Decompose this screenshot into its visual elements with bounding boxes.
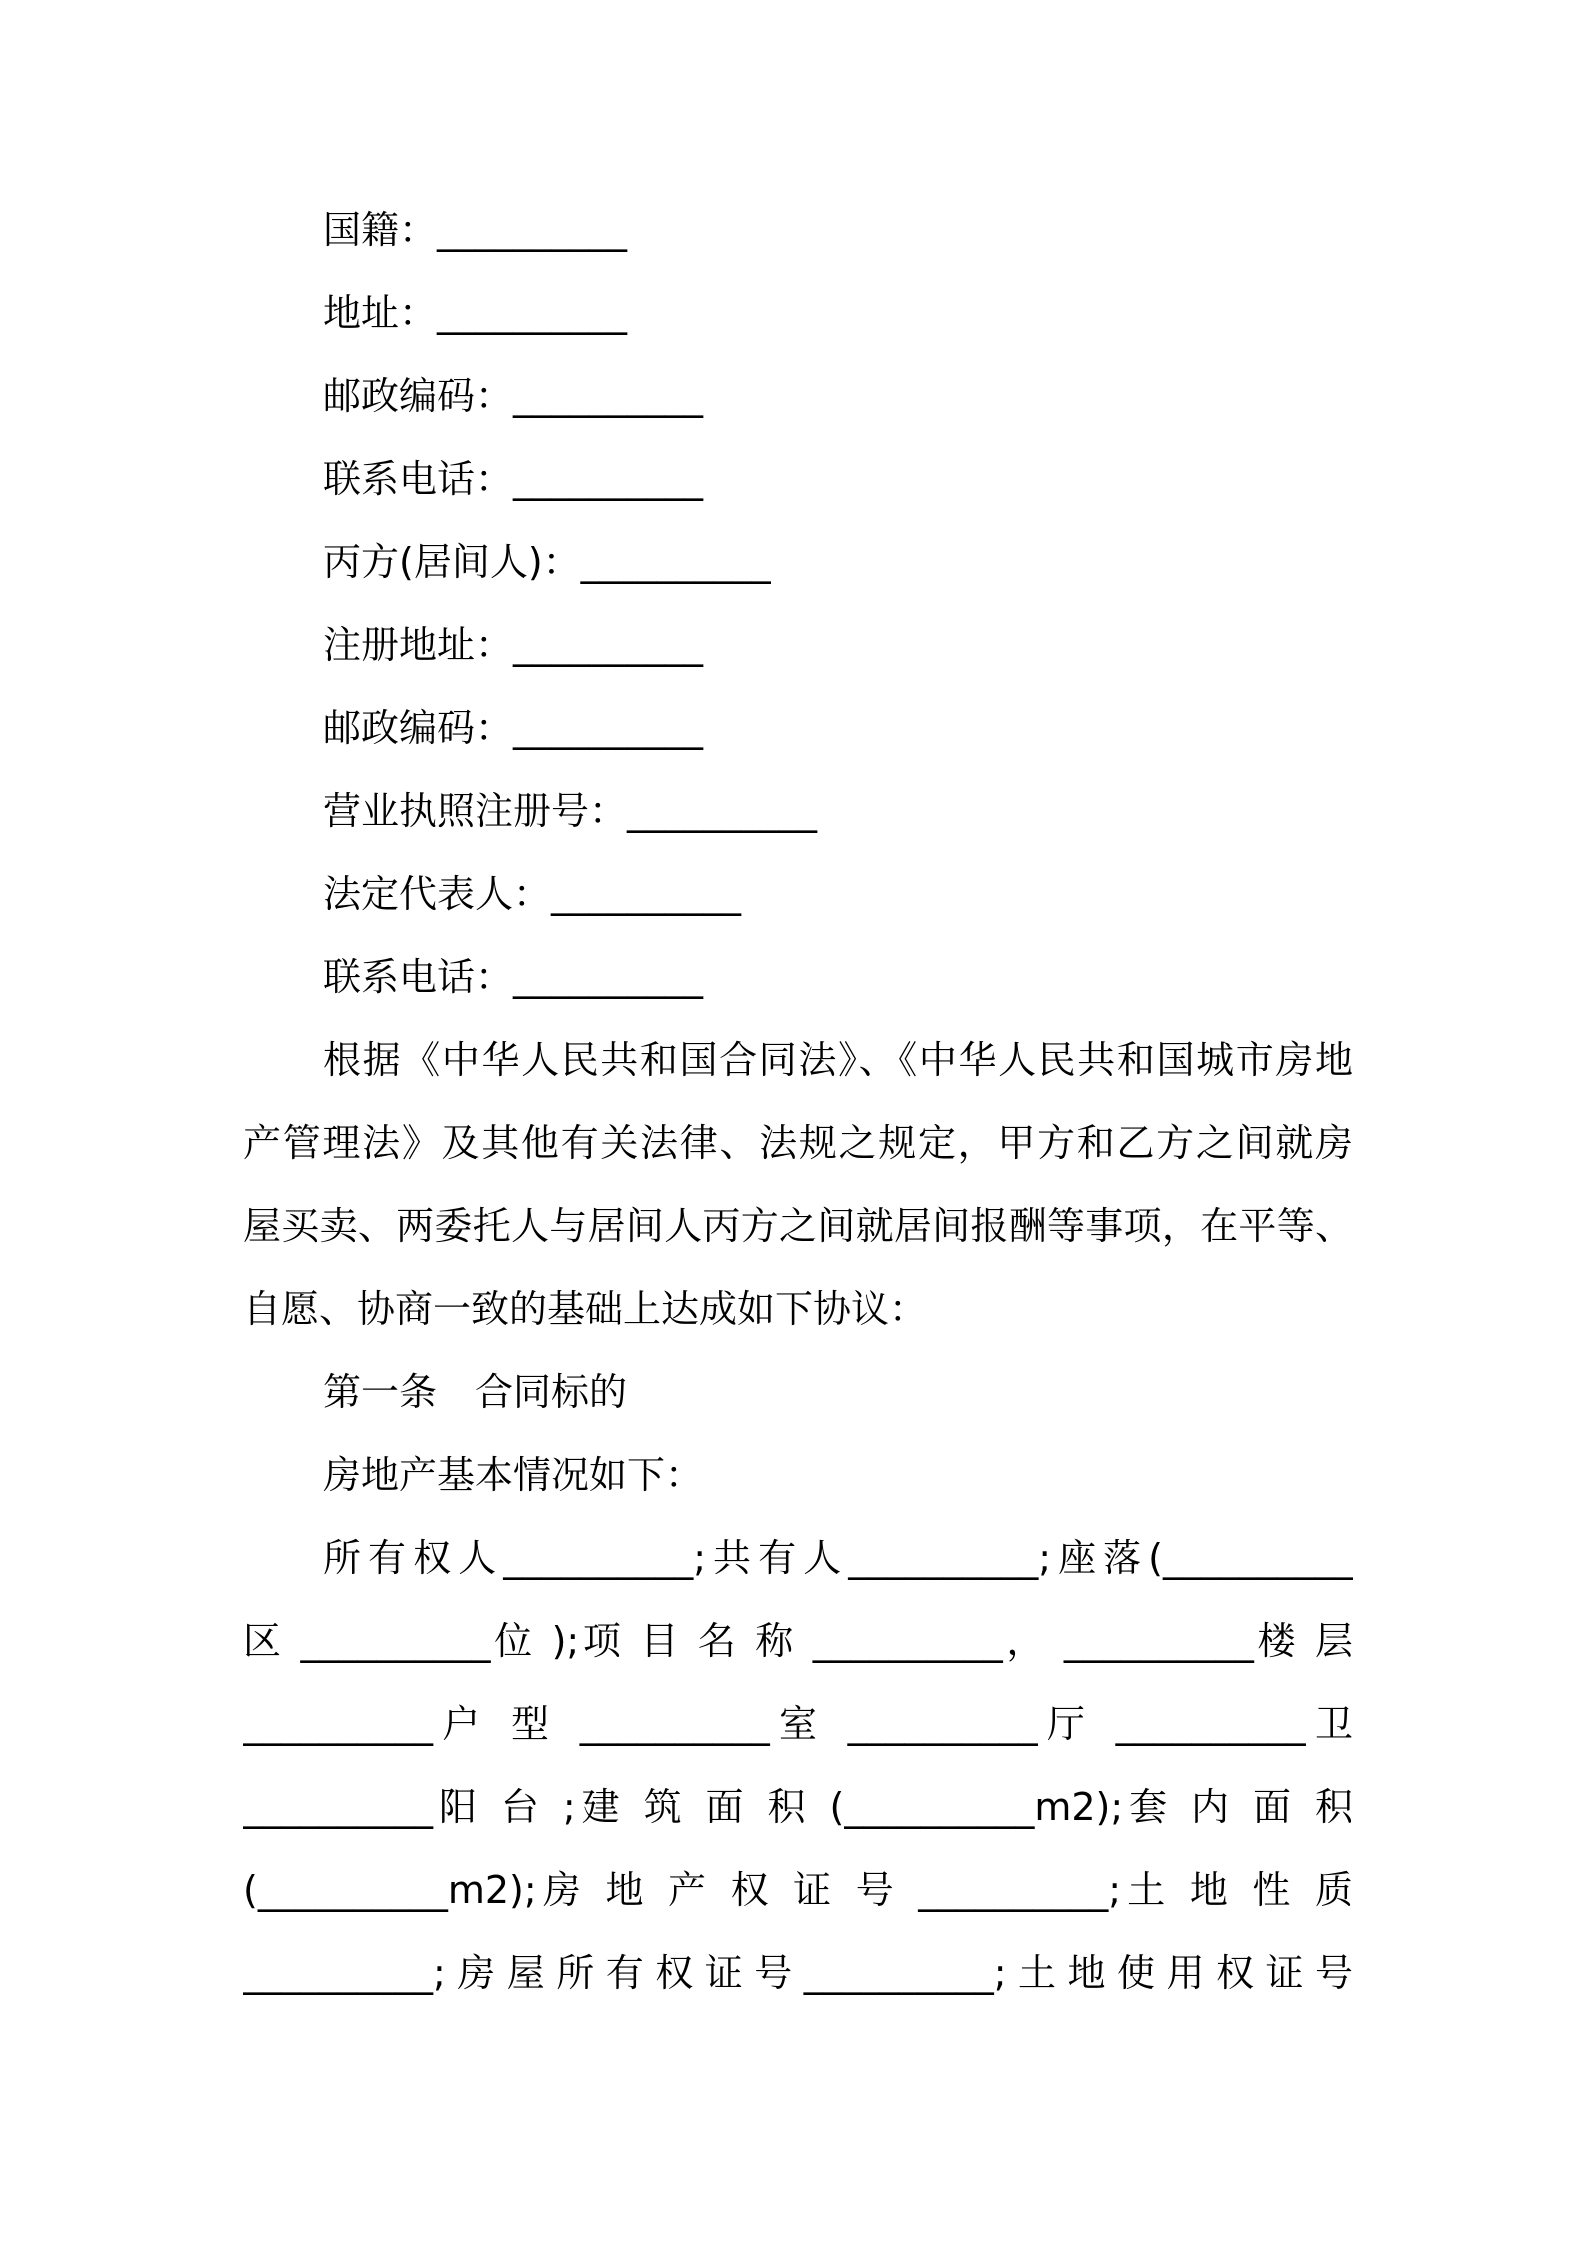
preamble-line: 产管理法》及其他有关法律、法规之规定，甲方和乙方之间就房: [243, 1121, 1353, 1165]
field-blank: __________: [627, 789, 818, 833]
field-address: [323, 288, 1353, 338]
field-blank: __________: [513, 374, 704, 418]
property-line: __________户 型 __________室 __________厅 __________卫: [243, 1702, 1353, 1746]
field-blank: __________: [580, 540, 771, 584]
preamble-line: 根据《中华人民共和国合同法》、《中华人民共和国城市房地: [323, 1038, 1353, 1082]
field-label: 丙方(居间人)：: [323, 540, 581, 584]
field-postcode-c: [323, 703, 1353, 753]
field-blank: __________: [513, 623, 704, 667]
field-blank: __________: [437, 291, 628, 335]
field-label: 地址：: [323, 291, 438, 335]
field-label: 邮政编码：: [323, 706, 514, 750]
property-line: __________;房屋所有权证号__________;土地使用权证号: [243, 1951, 1353, 1995]
property-line: 所有权人__________;共有人__________;座落(__________: [323, 1536, 1353, 1580]
field-label: 注册地址：: [323, 623, 514, 667]
field-registered-address: [323, 620, 1353, 670]
field-license-number: [323, 786, 1353, 836]
property-line: 区 __________位 );项 目 名 称 __________， __________楼 层: [243, 1619, 1353, 1663]
field-nationality: [323, 205, 1353, 255]
field-blank: __________: [513, 706, 704, 750]
article-intro: 房地产基本情况如下：: [323, 1453, 704, 1497]
field-label: 国籍：: [323, 208, 438, 252]
field-phone-c: [323, 952, 1353, 1002]
preamble-line: 屋买卖、两委托人与居间人丙方之间就居间报酬等事项，在平等、: [243, 1204, 1353, 1248]
property-line: (__________m2);房 地 产 权 证 号 __________;土 地 性 质: [243, 1868, 1353, 1912]
field-blank: __________: [551, 872, 742, 916]
field-legal-representative: [323, 869, 1353, 919]
field-label: 联系电话：: [323, 955, 514, 999]
article-heading: 第一条 合同标的: [323, 1370, 628, 1414]
property-line: __________阳 台 ;建 筑 面 积 (__________m2);套 内 面 积: [243, 1785, 1353, 1829]
field-label: 法定代表人：: [323, 872, 552, 916]
preamble-line: 自愿、协商一致的基础上达成如下协议：: [243, 1287, 928, 1331]
field-postcode: [323, 371, 1353, 421]
field-party-c: [323, 537, 1353, 587]
field-label: 邮政编码：: [323, 374, 514, 418]
field-phone: [323, 454, 1353, 504]
field-label: 联系电话：: [323, 457, 514, 501]
field-blank: __________: [513, 955, 704, 999]
field-blank: __________: [513, 457, 704, 501]
field-blank: __________: [437, 208, 628, 252]
field-label: 营业执照注册号：: [323, 789, 628, 833]
